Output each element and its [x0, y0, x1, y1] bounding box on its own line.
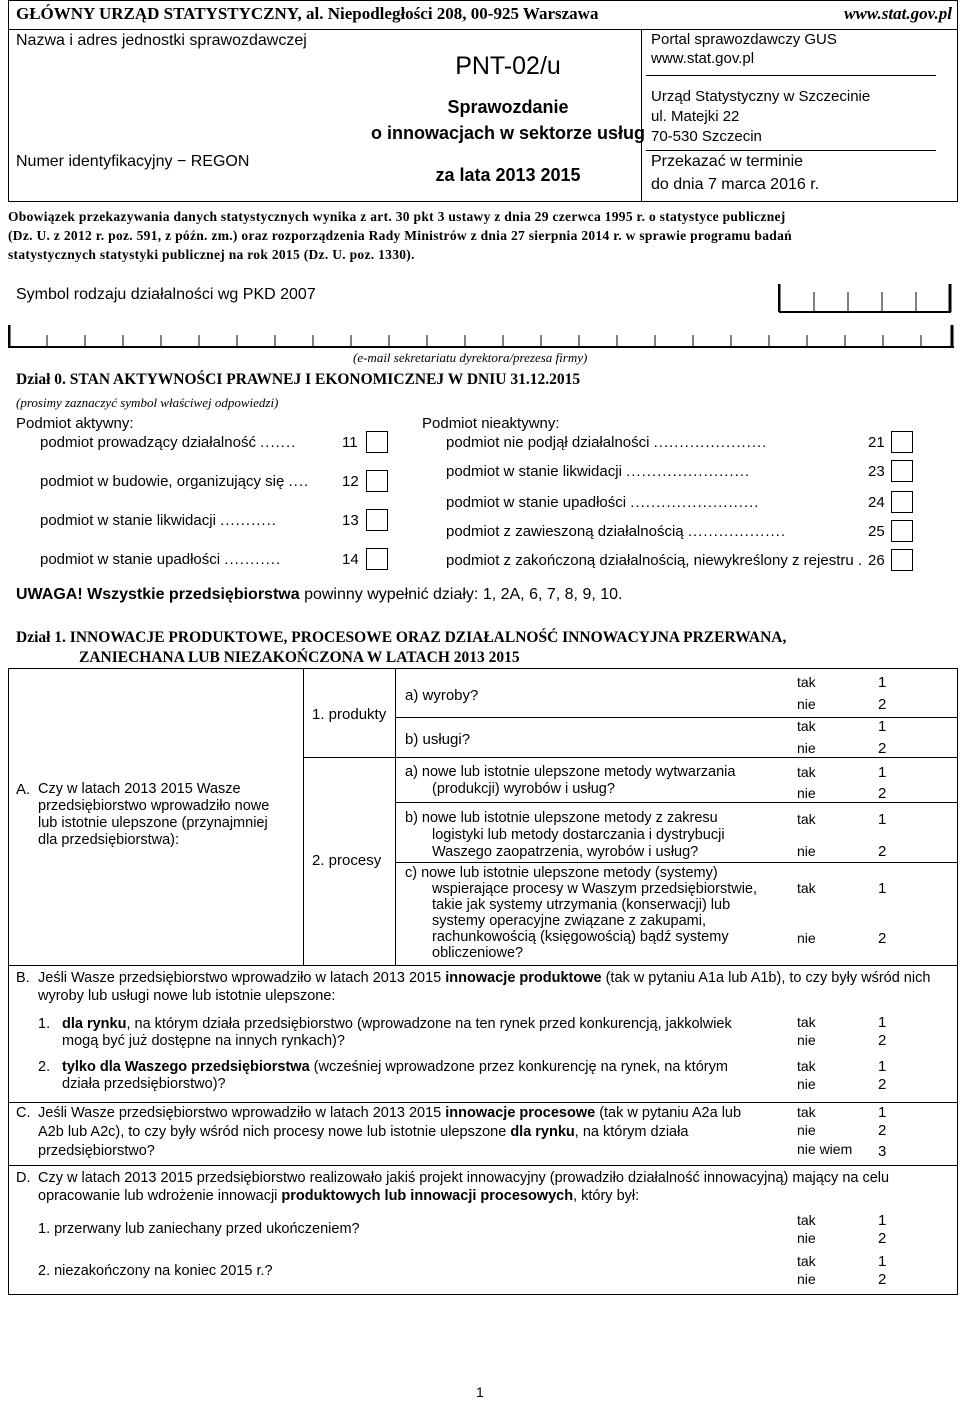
deadline-label: Przekazać w terminie [651, 153, 804, 170]
q-proc-c-3: takie jak systemy utrzymania (konserwacji) lub [432, 897, 731, 913]
a-b-divider [8, 965, 958, 966]
b-letter: B. [16, 970, 30, 986]
answer-yes-a2b[interactable]: tak [797, 811, 816, 827]
uwaga-note: UWAGA! Wszystkie przedsiębiorstwa powinny wypełnić działy: 1, 2A, 6, 7, 8, 9, 10. [16, 586, 623, 603]
checkbox-25[interactable] [891, 520, 913, 542]
code-2: 2 [878, 740, 887, 757]
office-divider [646, 150, 936, 151]
code-2: 2 [878, 1271, 887, 1288]
q-proc-b-3: Waszego zaopatrzenia, wyrobów i usług? [432, 844, 699, 860]
b2-num: 2. [38, 1059, 51, 1075]
q-goods: a) wyroby? [405, 687, 479, 704]
q-proc-c-4: systemy operacyjne związane z zakupami, [432, 913, 707, 929]
answer-yes-a1b[interactable]: tak [797, 718, 816, 734]
d-question-1: Czy w latach 2013 2015 przedsiębiorstwo realizowało jakiś projekt innowacyjny (prowadziło działalność innowacyjną) mający na celu [38, 1170, 890, 1186]
deadline-date: do dnia 7 marca 2016 r. [651, 176, 820, 193]
unit-name-label: Nazwa i adres jednostki sprawozdawczej [16, 32, 307, 49]
code-1: 1 [878, 1212, 887, 1229]
b1-question-1: dla rynku, na którym działa przedsiębiorstwo (wprowadzone na ten rynek przed konkurencją, jakkolwiek [62, 1016, 732, 1032]
answer-yes-c[interactable]: tak [797, 1104, 816, 1120]
answer-no-c[interactable]: nie [797, 1122, 816, 1138]
answer-no-d2[interactable]: nie [797, 1271, 816, 1287]
active-code-12: 12 [342, 473, 359, 490]
answer-yes-b2[interactable]: tak [797, 1058, 816, 1074]
code-2: 2 [878, 843, 887, 860]
legal-line-3: statystycznych statystyki publicznej na rok 2015 (Dz. U. poz. 1330). [8, 247, 415, 262]
website[interactable]: www.stat.gov.pl [844, 4, 952, 23]
header-divider [8, 29, 958, 30]
a-letter: A. [16, 781, 31, 798]
answer-no-d1[interactable]: nie [797, 1230, 816, 1246]
checkbox-26[interactable] [891, 549, 913, 571]
code-2: 2 [878, 930, 887, 947]
q-proc-a-2: (produkcji) wyrobów i usług? [432, 781, 615, 797]
inactive-row-26: podmiot z zakończoną działalnością, niewykreślony z rejestru . [446, 552, 864, 569]
b1-num: 1. [38, 1016, 51, 1032]
inactive-label: Podmiot nieaktywny: [422, 415, 560, 432]
page-number: 1 [476, 1384, 484, 1400]
d-question-2: opracowanie lub wdrożenie innowacji produktowych lub innowacji procesowych, który był: [38, 1188, 640, 1204]
checkbox-13[interactable] [366, 509, 388, 531]
office-name: Urząd Statystyczny w Szczecinie [651, 88, 871, 105]
answer-yes-a2a[interactable]: tak [797, 764, 816, 780]
report-subtitle: o innowacjach w sektorze usług [370, 123, 646, 143]
answer-no-a1a[interactable]: nie [797, 696, 816, 712]
checkbox-12[interactable] [366, 470, 388, 492]
a-process-bc-divider [395, 862, 958, 863]
active-code-11: 11 [342, 434, 358, 451]
q-proc-c-5: rachunkowością (księgowością) bądź systemy [432, 929, 729, 945]
checkbox-24[interactable] [891, 491, 913, 513]
a-question: Czy w latach 2013 2015 Wasze przedsiębiorstwo wprowadziło nowe lub istotnie ulepszone (przynajmniej dla przedsiębiorstwa): [38, 781, 270, 848]
d-letter: D. [16, 1170, 31, 1186]
code-1: 1 [878, 674, 887, 691]
checkbox-21[interactable] [891, 431, 913, 453]
code-2: 2 [878, 785, 887, 802]
pkd-code-cells[interactable] [778, 284, 952, 314]
answer-yes-a1a[interactable]: tak [797, 674, 816, 690]
legal-line-2: (Dz. U. z 2012 r. poz. 591, z późn. zm.) oraz rozporządzenia Rady Ministrów z dnia 27 sierpnia 2014 r. w sprawie programu badań [8, 228, 792, 243]
answer-no-a2b[interactable]: nie [797, 843, 816, 859]
office-city: 70-530 Szczecin [651, 128, 762, 145]
c-question-1: Jeśli Wasze przedsiębiorstwo wprowadziło w latach 2013 2015 innowacje procesowe (tak w pytaniu A2a lub [38, 1105, 742, 1121]
code-2: 2 [878, 696, 887, 713]
b-question-2: wyroby lub usługi nowe lub istotnie ulepszone: [38, 988, 336, 1004]
c-d-divider [8, 1165, 958, 1166]
answer-no-a2a[interactable]: nie [797, 785, 816, 801]
code-1: 1 [878, 1014, 887, 1031]
checkbox-11[interactable] [366, 431, 388, 453]
a-process-ab-divider [395, 802, 958, 803]
c-question-2: A2b lub A2c), to czy były wśród nich procesy nowe lub istotnie ulepszone dla rynku, na którym działa [38, 1124, 689, 1140]
code-1: 1 [878, 718, 887, 735]
inactive-code-24: 24 [868, 494, 885, 511]
b2-question-1: tylko dla Waszego przedsiębiorstwa (wcześniej wprowadzone przez konkurencję na rynek, na którym [62, 1059, 728, 1075]
b-question-1: Jeśli Wasze przedsiębiorstwo wprowadziło w latach 2013 2015 innowacje produktowe (tak w pytaniu A1a lub A1b), to czy były wśród nich [38, 970, 931, 986]
answer-yes-a2c[interactable]: tak [797, 880, 816, 896]
answer-yes-b1[interactable]: tak [797, 1014, 816, 1030]
b2-question-2: działa przedsiębiorstwo)? [62, 1076, 226, 1092]
code-2: 2 [878, 1032, 887, 1049]
a-left-divider [303, 668, 304, 965]
inactive-row-21: podmiot nie podjął działalności ...................... [446, 434, 768, 451]
active-code-13: 13 [342, 512, 359, 529]
code-1: 1 [878, 880, 887, 897]
inactive-row-25: podmiot z zawieszoną działalnością ................... [446, 523, 786, 540]
d1-question: 1. przerwany lub zaniechany przed ukończeniem? [38, 1221, 360, 1237]
inactive-row-24: podmiot w stanie upadłości ......................... [446, 494, 760, 511]
answer-no-b2[interactable]: nie [797, 1076, 816, 1092]
email-cells[interactable] [8, 325, 954, 349]
a-product-ab-divider [395, 717, 958, 718]
answer-no-a1b[interactable]: nie [797, 740, 816, 756]
report-title: Sprawozdanie [447, 97, 569, 117]
processes-label: 2. procesy [312, 852, 382, 869]
answer-no-b1[interactable]: nie [797, 1032, 816, 1048]
active-code-14: 14 [342, 551, 359, 568]
portal-divider [646, 75, 936, 76]
header-right-divider [641, 29, 642, 202]
office-street: ul. Matejki 22 [651, 108, 740, 125]
inactive-code-23: 23 [868, 463, 885, 480]
portal-url[interactable]: www.stat.gov.pl [651, 50, 755, 67]
code-1: 1 [878, 1058, 887, 1075]
b1-question-2: mogą być już dostępne na innych rynkach)? [62, 1033, 345, 1049]
inactive-code-21: 21 [868, 434, 885, 451]
active-row-13: podmiot w stanie likwidacji ........... [40, 512, 277, 529]
form-code: PNT-02/u [455, 52, 561, 80]
q-services: b) usługi? [405, 731, 471, 748]
a-mid-divider [395, 668, 396, 965]
answer-yes-d1[interactable]: tak [797, 1212, 816, 1228]
active-row-11: podmiot prowadzący działalność ....... [40, 434, 297, 451]
code-1: 1 [878, 811, 887, 828]
checkbox-23[interactable] [891, 460, 913, 482]
active-row-14: podmiot w stanie upadłości ........... [40, 551, 282, 568]
active-label: Podmiot aktywny: [16, 415, 134, 432]
dzial1-title-1: Dział 1. INNOWACJE PRODUKTOWE, PROCESOWE ORAZ DZIAŁALNOŚĆ INNOWACYJNA PRZERWANA, [16, 629, 787, 646]
portal-label: Portal sprawozdawczy GUS [651, 31, 837, 48]
d2-question: 2. niezakończony na koniec 2015 r.? [38, 1263, 273, 1279]
q-proc-b-2: logistyki lub metody dostarczania i dystrybucji [432, 827, 725, 843]
q-proc-b-1: b) nowe lub istotnie ulepszone metody z zakresu [405, 810, 718, 826]
dzial0-hint: (prosimy zaznaczyć symbol właściwej odpowiedzi) [16, 395, 279, 410]
a-products-divider [303, 757, 958, 758]
answer-no-a2c[interactable]: nie [797, 930, 816, 946]
checkbox-14[interactable] [366, 548, 388, 570]
legal-line-1: Obowiązek przekazywania danych statystycznych wynika z art. 30 pkt 3 ustawy z dnia 29 czerwca 1995 r. o statystyce publicznej [8, 209, 786, 224]
dzial1-title-2: ZANIECHANA LUB NIEZAKOŃCZONA W LATACH 2013 2015 [79, 649, 520, 666]
answer-yes-d2[interactable]: tak [797, 1253, 816, 1269]
code-1: 1 [878, 1253, 887, 1270]
code-2: 2 [878, 1122, 887, 1139]
c-letter: C. [16, 1105, 31, 1121]
regon-label: Numer identyfikacyjny − REGON [16, 153, 250, 170]
inactive-code-26: 26 [868, 552, 885, 569]
answer-dont-know-c[interactable]: nie wiem [797, 1141, 853, 1157]
q-proc-c-6: obliczeniowe? [432, 945, 524, 961]
active-row-12: podmiot w budowie, organizujący się .... [40, 473, 310, 490]
q-proc-a-1: a) nowe lub istotnie ulepszone metody wytwarzania [405, 764, 736, 780]
q-proc-c-1: c) nowe lub istotnie ulepszone metody (systemy) [405, 865, 718, 881]
code-1: 1 [878, 1104, 887, 1121]
inactive-row-23: podmiot w stanie likwidacji ........................ [446, 463, 751, 480]
pkd-label: Symbol rodzaju działalności wg PKD 2007 [16, 286, 316, 303]
gus-address: GŁÓWNY URZĄD STATYSTYCZNY, al. Niepodległości 208, 00-925 Warszawa [16, 4, 599, 23]
code-1: 1 [878, 764, 887, 781]
email-label: (e-mail sekretariatu dyrektora/prezesa firmy) [353, 350, 588, 365]
code-2: 2 [878, 1076, 887, 1093]
report-years: za lata 2013 2015 [435, 165, 581, 185]
b-c-divider [8, 1102, 958, 1103]
code-2: 2 [878, 1230, 887, 1247]
products-label: 1. produkty [312, 706, 387, 723]
c-question-3: przedsiębiorstwo? [38, 1143, 155, 1159]
code-3: 3 [878, 1143, 887, 1160]
inactive-code-25: 25 [868, 523, 885, 540]
q-proc-c-2: wspierające procesy w Waszym przedsiębiorstwie, [432, 881, 758, 897]
dzial0-title: Dział 0. STAN AKTYWNOŚCI PRAWNEJ I EKONOMICZNEJ W DNIU 31.12.2015 [16, 371, 581, 388]
